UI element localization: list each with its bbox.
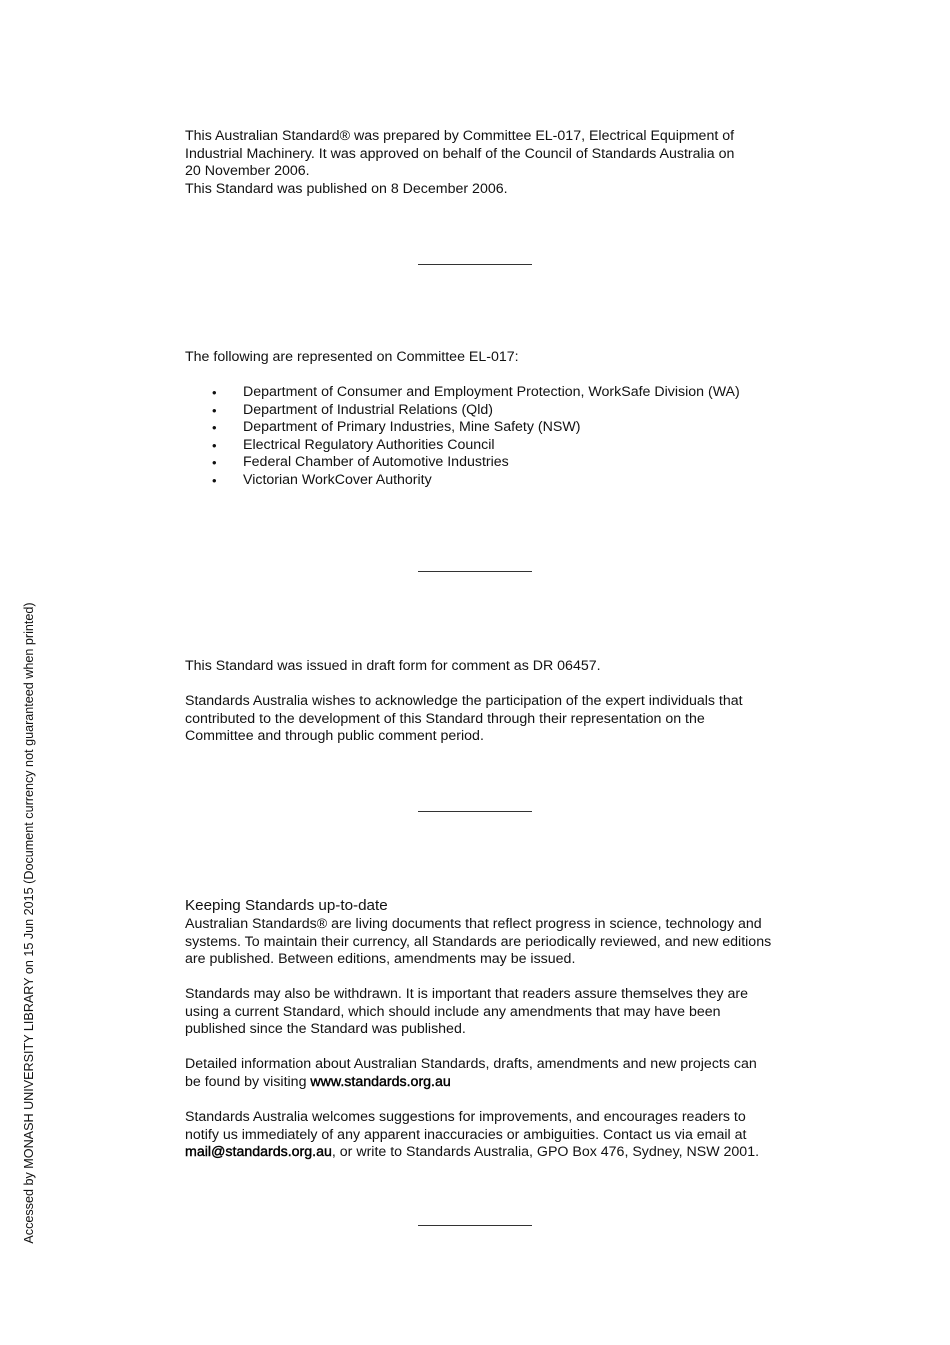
- acknowledgement-line: Committee and through public comment period.: [185, 728, 484, 745]
- paragraph-line: Standards Australia welcomes suggestions for improvements, and encourages readers to: [185, 1109, 746, 1125]
- feedback-paragraph: [185, 1109, 785, 1162]
- list-item: [185, 472, 785, 490]
- preparation-line: Industrial Machinery. It was approved on behalf of the Council of Standards Australia on: [185, 145, 735, 162]
- paragraph-line: [185, 1144, 785, 1162]
- member-name: Federal Chamber of Automotive Industries: [243, 454, 509, 471]
- paragraph-line: notify us immediately of any apparent inaccuracies or ambiguities. Contact us via email at: [185, 1126, 747, 1143]
- member-name: Electrical Regulatory Authorities Council: [243, 436, 495, 453]
- paragraph-line: Detailed information about Australian Standards, drafts, amendments and new projects can: [185, 1056, 757, 1072]
- member-name: Victorian WorkCover Authority: [243, 471, 432, 488]
- section-divider: [418, 571, 532, 572]
- paragraph-text: be found by visiting: [185, 1073, 311, 1090]
- preparation-statement: [185, 128, 785, 198]
- paragraph-line: published since the Standard was published.: [185, 1021, 466, 1038]
- member-name: Department of Primary Industries, Mine Safety (NSW): [243, 419, 581, 436]
- paragraph-line: are published. Between editions, amendments may be issued.: [185, 951, 576, 968]
- committee-intro-text: The following are represented on Committee EL-017:: [185, 349, 519, 365]
- list-item: [185, 384, 785, 402]
- preparation-line: This Australian Standard® was prepared by Committee EL-017, Electrical Equipment of: [185, 128, 735, 144]
- living-documents-paragraph: [185, 916, 785, 969]
- website-paragraph: [185, 1056, 785, 1091]
- section-divider: [418, 1225, 532, 1226]
- preparation-line: 20 November 2006.: [185, 163, 310, 180]
- committee-member-list: [185, 384, 785, 490]
- withdrawal-paragraph: [185, 986, 785, 1039]
- section-divider: [418, 264, 532, 265]
- paragraph-line: [185, 1074, 785, 1092]
- bullet-icon: •: [212, 437, 217, 453]
- section-divider: [418, 811, 532, 812]
- bullet-icon: •: [212, 420, 217, 436]
- paragraph-line: systems. To maintain their currency, all Standards are periodically reviewed, and new editions: [185, 933, 772, 950]
- member-name: Department of Consumer and Employment Protection, WorkSafe Division (WA): [243, 384, 740, 400]
- acknowledgement-line: contributed to the development of this Standard through their representation on the: [185, 710, 705, 727]
- draft-text: This Standard was issued in draft form for comment as DR 06457.: [185, 658, 601, 674]
- acknowledgement: [185, 693, 785, 746]
- list-item: [185, 419, 785, 437]
- list-item: [185, 454, 785, 472]
- list-item: [185, 437, 785, 455]
- paragraph-line: Australian Standards® are living documents that reflect progress in science, technology and: [185, 916, 762, 932]
- bullet-icon: •: [212, 455, 217, 471]
- publication-date-line: This Standard was published on 8 December 2006.: [185, 180, 508, 197]
- member-name: Department of Industrial Relations (Qld): [243, 401, 493, 418]
- paragraph-text: , or write to Standards Australia, GPO Box 476, Sydney, NSW 2001.: [331, 1144, 760, 1161]
- list-item: [185, 402, 785, 420]
- paragraph-line: Standards may also be withdrawn. It is important that readers assure themselves they are: [185, 986, 749, 1002]
- acknowledgement-line: Standards Australia wishes to acknowledge the participation of the expert individuals that: [185, 693, 743, 709]
- email-link[interactable]: mail@standards.org.au: [185, 1144, 332, 1161]
- committee-intro: [185, 349, 785, 367]
- paragraph-line: using a current Standard, which should include any amendments that may have been: [185, 1003, 721, 1020]
- bullet-icon: •: [212, 385, 217, 400]
- bullet-icon: •: [212, 472, 217, 488]
- section-heading: Keeping Standards up-to-date: [185, 897, 388, 914]
- access-notice: Accessed by MONASH UNIVERSITY LIBRARY on 15 Jun 2015 (Document currency not guaranteed when printed): [22, 602, 36, 1244]
- bullet-icon: •: [212, 402, 217, 418]
- website-link[interactable]: www.standards.org.au: [310, 1073, 451, 1090]
- draft-statement: [185, 658, 785, 676]
